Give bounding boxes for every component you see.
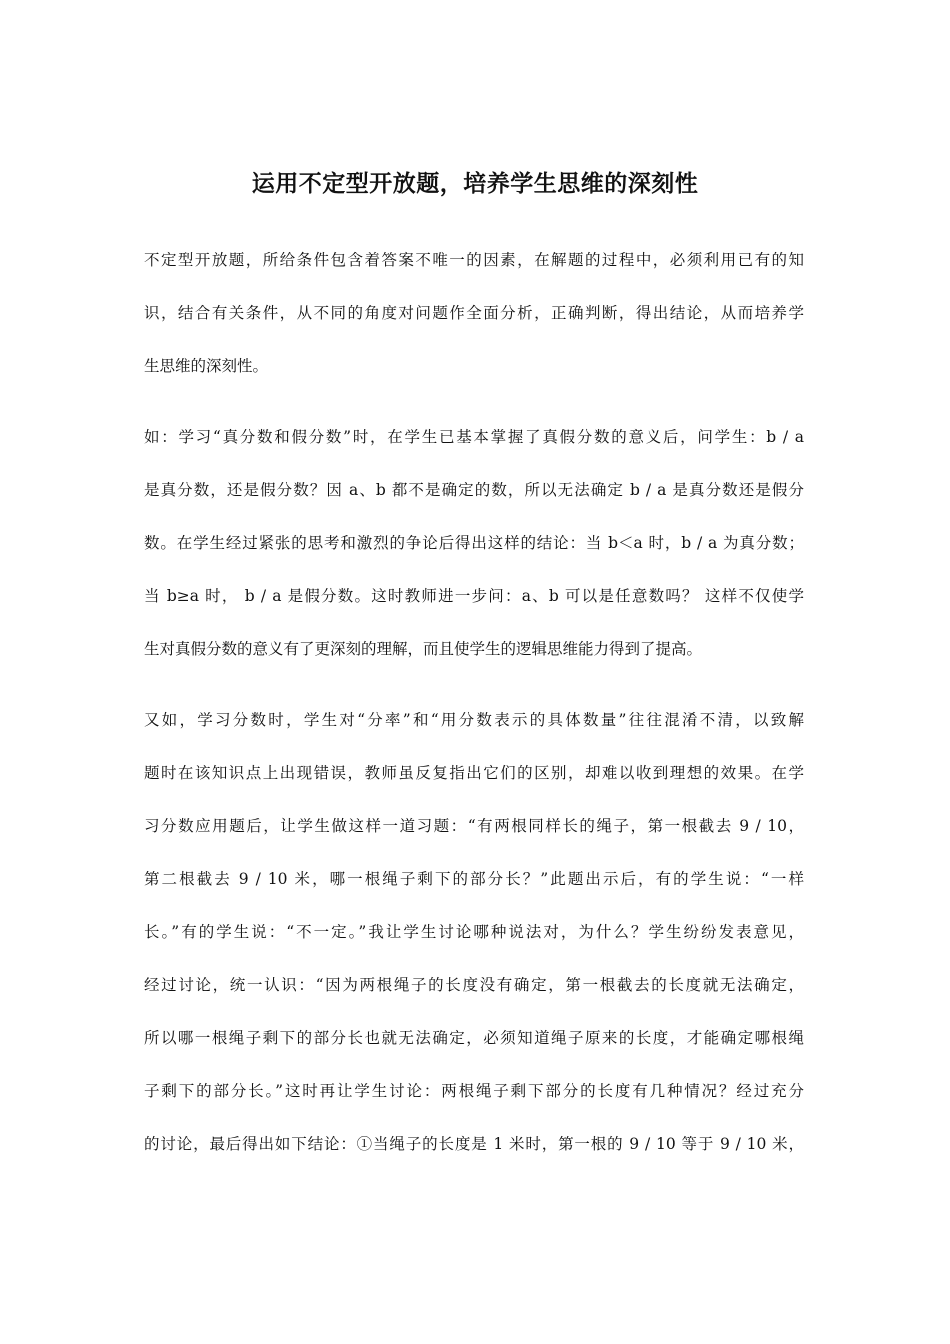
paragraph-3 [144,700,804,1177]
text-line: 习分数应用题后，让学生做这样一道习题：“有两根同样长的绳子，第一根截去 9 / 10， [144,817,804,835]
paragraph-1 [144,240,804,399]
text-line: 第二根截去 9 / 10 米，哪一根绳子剩下的部分长？”此题出示后，有的学生说：“一样 [144,870,804,888]
text-line: 数。在学生经过紧张的思考和激烈的争论后得出这样的结论：当 b＜a 时，b / a 为真分数； [144,534,804,552]
text-line: 的讨论，最后得出如下结论：①当绳子的长度是 1 米时，第一根的 9 / 10 等于 9 / 10 米， [144,1135,804,1153]
text-line: 题时在该知识点上出现错误，教师虽反复指出它们的区别，却难以收到理想的效果。在学 [144,764,804,782]
paragraph-gap [144,682,804,700]
paragraph-gap [144,399,804,417]
text-line: 当 b≥a 时， b / a 是假分数。这时教师进一步问：a、b 可以是任意数吗？ 这样不仅使学 [144,587,804,605]
text-line: 所以哪一根绳子剩下的部分长也就无法确定，必须知道绳子原来的长度，才能确定哪根绳 [144,1029,804,1047]
text-line: 如：学习“真分数和假分数”时，在学生已基本掌握了真假分数的意义后，问学生：b / a [144,428,804,446]
text-line: 识，结合有关条件，从不同的角度对问题作全面分析，正确判断，得出结论，从而培养学 [144,304,804,322]
document-body [144,240,804,1177]
text-line: 长。”有的学生说：“不一定。”我让学生讨论哪种说法对，为什么？学生纷纷发表意见， [144,923,804,941]
text-line: 是真分数，还是假分数？因 a、b 都不是确定的数，所以无法确定 b / a 是真分数还是假分 [144,481,804,499]
text-line: 生思维的深刻性。 [144,357,269,375]
text-line: 不定型开放题，所给条件包含着答案不唯一的因素，在解题的过程中，必须利用已有的知 [144,251,804,269]
text-line: 经过讨论，统一认识：“因为两根绳子的长度没有确定，第一根截去的长度就无法确定， [144,976,804,994]
text-line: 又如，学习分数时，学生对“分率”和“用分数表示的具体数量”往往混淆不清，以致解 [144,711,804,729]
text-line: 子剩下的部分长。”这时再让学生讨论：两根绳子剩下部分的长度有几种情况？经过充分 [144,1082,804,1100]
document-title: 运用不定型开放题，培养学生思维的深刻性 [251,171,699,197]
text-line: 生对真假分数的意义有了更深刻的理解，而且使学生的逻辑思维能力得到了提高。 [144,640,703,658]
paragraph-2 [144,417,804,682]
